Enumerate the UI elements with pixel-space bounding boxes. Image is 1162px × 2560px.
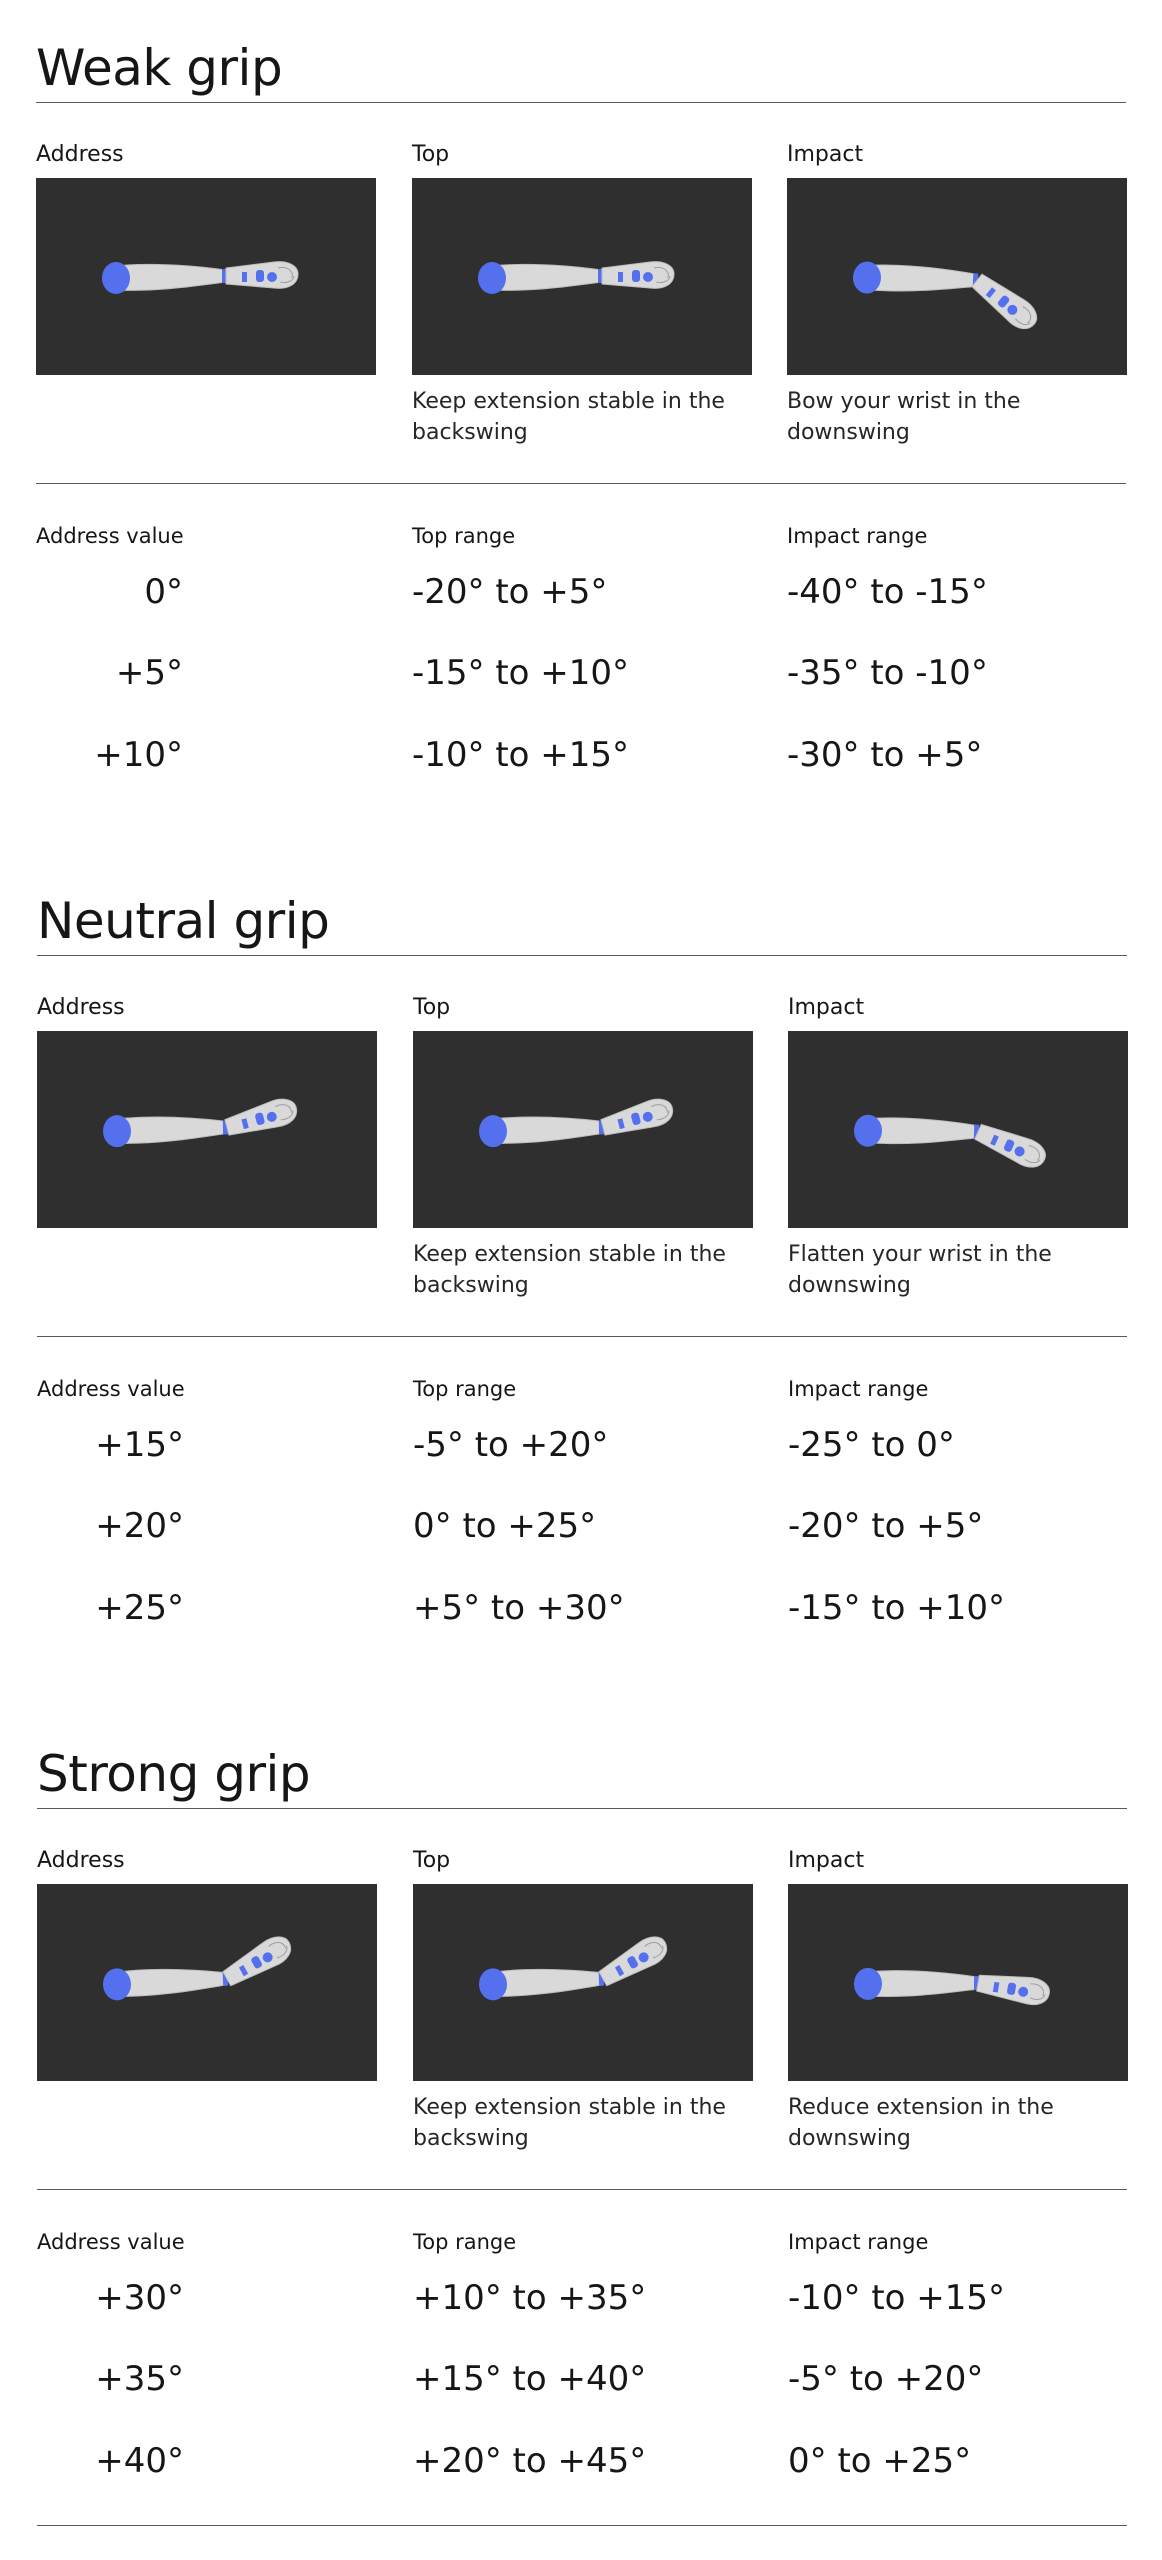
address-value: +30° <box>95 2278 184 2318</box>
table-divider <box>37 2189 1127 2190</box>
impact-range-value: -30° to +5° <box>787 735 983 775</box>
arm-illustration <box>413 1884 753 2081</box>
table-divider <box>36 483 1126 484</box>
impact-wrist-image <box>788 1884 1128 2081</box>
top-range-value: +20° to +45° <box>413 2441 647 2481</box>
arm-illustration <box>788 1031 1128 1228</box>
address-value: 0° <box>144 572 183 612</box>
address-wrist-image <box>37 1884 377 2081</box>
impact-label: Impact <box>788 995 865 1020</box>
impact-wrist-image <box>788 1031 1128 1228</box>
address-wrist-image <box>37 1031 377 1228</box>
weak-grip-section <box>36 0 1126 853</box>
forearm <box>478 262 674 294</box>
address-value: +10° <box>94 735 183 775</box>
arm-illustration <box>36 178 376 375</box>
impact-range-value: -10° to +15° <box>788 2278 1006 2318</box>
impact-range-value: -25° to 0° <box>788 1425 955 1465</box>
top-range-header: Top range <box>413 2230 517 2254</box>
forearm <box>101 1931 297 2001</box>
hand <box>226 262 298 289</box>
hand <box>969 269 1042 335</box>
neutral-grip-section <box>37 853 1127 1706</box>
top-caption: Keep extension stable in the backswing <box>413 1242 726 1298</box>
arm-illustration <box>37 1031 377 1228</box>
bottom-divider <box>37 2525 1127 2526</box>
top-wrist-image <box>412 178 752 375</box>
address-value: +40° <box>95 2441 184 2481</box>
top-range-value: +15° to +40° <box>413 2359 647 2399</box>
impact-wrist-image <box>787 178 1127 375</box>
top-range-value: +10° to +35° <box>413 2278 647 2318</box>
wrist-guide-page <box>36 0 1126 2481</box>
top-wrist-image <box>413 1031 753 1228</box>
hand <box>973 1119 1050 1173</box>
arm-illustration <box>787 178 1127 375</box>
section-divider <box>37 955 1127 956</box>
impact-label: Impact <box>787 142 864 167</box>
top-label: Top <box>412 142 450 167</box>
top-range-value: -15° to +10° <box>412 653 630 693</box>
top-range-value: +5° to +30° <box>413 1588 625 1628</box>
address-wrist-image <box>36 178 376 375</box>
top-wrist-image <box>413 1884 753 2081</box>
strong-grip-section <box>37 1706 1127 2559</box>
address-value: +35° <box>95 2359 184 2399</box>
section-divider <box>37 1808 1127 1809</box>
top-caption: Keep extension stable in the backswing <box>413 2095 726 2151</box>
impact-range-value: -20° to +5° <box>788 1506 984 1546</box>
address-value-header: Address value <box>37 1377 185 1401</box>
hand <box>596 1931 672 1989</box>
impact-caption: Flatten your wrist in the downswing <box>788 1242 1052 1298</box>
top-range-value: -20° to +5° <box>412 572 608 612</box>
address-label: Address <box>37 1848 125 1873</box>
elbow-joint <box>102 262 130 294</box>
forearm <box>854 1968 1052 2008</box>
top-range-value: -5° to +20° <box>413 1425 609 1465</box>
impact-range-value: -35° to -10° <box>787 653 988 693</box>
impact-caption: Bow your wrist in the downswing <box>787 389 1021 445</box>
section-divider <box>36 102 1126 103</box>
top-label: Top <box>413 1848 451 1873</box>
top-range-header: Top range <box>412 524 516 548</box>
forearm <box>851 261 1044 336</box>
address-label: Address <box>37 995 125 1020</box>
impact-label: Impact <box>788 1848 865 1873</box>
impact-range-value: -40° to -15° <box>787 572 988 612</box>
forearm <box>102 262 298 294</box>
impact-range-value: -15° to +10° <box>788 1588 1006 1628</box>
address-value: +15° <box>95 1425 184 1465</box>
impact-range-header: Impact range <box>787 524 928 548</box>
hand <box>602 262 674 289</box>
section-title: Strong grip <box>37 1745 311 1803</box>
top-range-header: Top range <box>413 1377 517 1401</box>
hand <box>223 1095 299 1139</box>
elbow-joint <box>478 262 506 294</box>
impact-range-header: Impact range <box>788 1377 929 1401</box>
arm-illustration <box>413 1031 753 1228</box>
address-value: +25° <box>95 1588 184 1628</box>
top-caption: Keep extension stable in the backswing <box>412 389 725 445</box>
forearm <box>102 1095 300 1147</box>
arm-illustration <box>788 1884 1128 2081</box>
impact-range-header: Impact range <box>788 2230 929 2254</box>
impact-caption: Reduce extension in the downswing <box>788 2095 1054 2151</box>
address-value: +5° <box>115 653 183 693</box>
arm-illustration <box>412 178 752 375</box>
impact-range-value: -5° to +20° <box>788 2359 984 2399</box>
address-value-header: Address value <box>36 524 184 548</box>
address-value-header: Address value <box>37 2230 185 2254</box>
forearm <box>478 1095 676 1147</box>
section-title: Weak grip <box>36 39 283 97</box>
hand <box>976 1969 1051 2007</box>
forearm <box>477 1931 673 2001</box>
top-label: Top <box>413 995 451 1020</box>
address-label: Address <box>36 142 124 167</box>
hand <box>220 1931 296 1989</box>
hand <box>599 1095 675 1139</box>
section-title: Neutral grip <box>37 892 330 950</box>
top-range-value: -10° to +15° <box>412 735 630 775</box>
table-divider <box>37 1336 1127 1337</box>
arm-illustration <box>37 1884 377 2081</box>
impact-range-value: 0° to +25° <box>788 2441 972 2481</box>
top-range-value: 0° to +25° <box>413 1506 597 1546</box>
forearm <box>853 1114 1050 1172</box>
address-value: +20° <box>95 1506 184 1546</box>
